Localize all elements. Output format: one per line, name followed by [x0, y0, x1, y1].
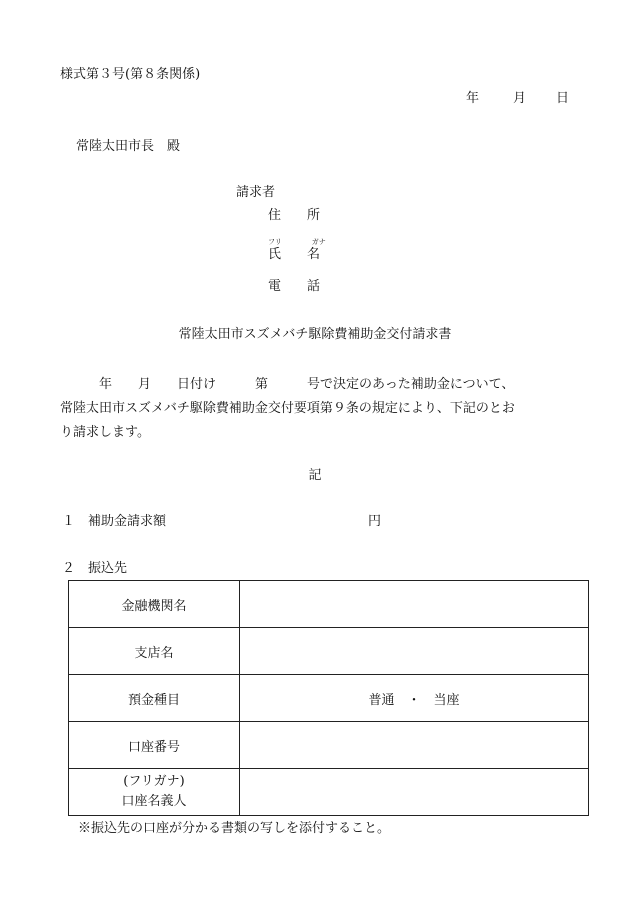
furigana-part-1: フリ: [268, 238, 282, 246]
body-text: [60, 373, 570, 445]
name-furigana: [268, 239, 326, 246]
furigana-part-2: ガナ: [311, 238, 326, 246]
phone-label: 電 話: [268, 279, 321, 294]
table-row: [69, 628, 589, 675]
account-holder-label-cell: [69, 769, 240, 816]
claim-amount-unit: 円: [368, 514, 382, 529]
account-type-label: 預金種目: [69, 675, 240, 722]
body-line-2: 常陸太田市スズメバチ駆除費補助金交付要項第９条の規定により、下記のとお: [60, 401, 515, 416]
account-type-value[interactable]: 普通 ・ 当座: [240, 675, 589, 722]
form-number: 様式第３号(第８条関係): [60, 67, 201, 82]
account-number-value[interactable]: [240, 722, 589, 769]
date-line: [466, 92, 569, 105]
date-month: 月: [513, 91, 527, 106]
attachment-note: ※振込先の口座が分かる書類の写しを添付すること。: [78, 821, 391, 836]
holder-label: 口座名義人: [121, 794, 187, 809]
claimant-heading: 請求者: [236, 185, 276, 200]
table-row: [69, 769, 589, 816]
bank-name-value[interactable]: [240, 581, 589, 628]
ki-heading: 記: [308, 468, 322, 483]
document-title: 常陸太田市スズメバチ駆除費補助金交付請求書: [178, 327, 452, 342]
address-label: 住 所: [268, 208, 321, 223]
table-row: [69, 722, 589, 769]
bank-name-label: 金融機関名: [69, 581, 240, 628]
claim-amount-label: １ 補助金請求額: [62, 514, 167, 529]
transfer-destination-label: ２ 振込先: [62, 561, 128, 576]
bank-table: [68, 580, 589, 816]
table-row: [69, 675, 589, 722]
body-line-1: 年 月 日付け 第 号で決定のあった補助金について、: [60, 377, 515, 392]
date-day: 日: [556, 91, 570, 106]
account-holder-value[interactable]: [240, 769, 589, 816]
branch-label: 支店名: [69, 628, 240, 675]
date-year: 年: [466, 91, 480, 106]
table-row: [69, 581, 589, 628]
holder-kana-label: (フリガナ): [123, 774, 185, 789]
name-label: 氏 名: [268, 247, 321, 262]
branch-value[interactable]: [240, 628, 589, 675]
body-line-3: り請求します。: [60, 425, 150, 440]
account-number-label: 口座番号: [69, 722, 240, 769]
addressee: 常陸太田市長 殿: [76, 139, 181, 154]
